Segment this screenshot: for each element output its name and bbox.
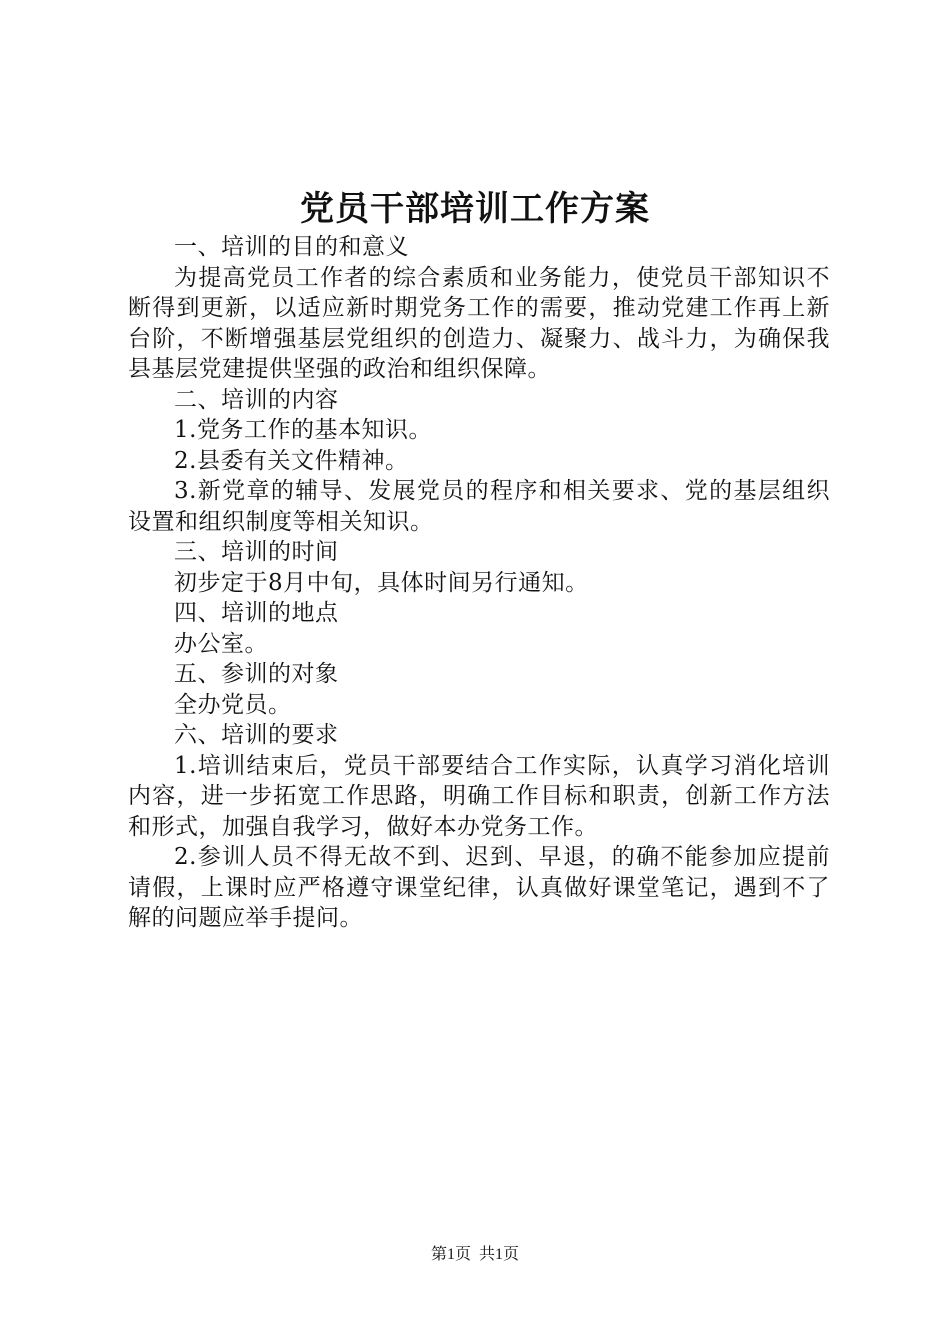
section-heading-time: 三、培训的时间 bbox=[174, 539, 339, 565]
list-item-requirement-2: 2.参训人员不得无故不到、迟到、早退，的确不能参加应提前请假，上课时应严格遵守课堂纪律，认真做好课堂笔记，遇到不了解的问题应举手提问。 bbox=[128, 844, 830, 931]
section-heading-requirements: 六、培训的要求 bbox=[174, 722, 339, 748]
page-total: 共1页 bbox=[479, 1246, 520, 1263]
list-item-content-2: 2.县委有关文件精神。 bbox=[174, 447, 409, 474]
paragraph-participants: 全办党员。 bbox=[174, 691, 292, 718]
list-item-content-1: 1.党务工作的基本知识。 bbox=[174, 417, 432, 443]
section-heading-location: 四、培训的地点 bbox=[174, 600, 339, 626]
list-item-content-3: 3.新党章的辅导、发展党员的程序和相关要求、党的基层组织设置和组织制度等相关知识。 bbox=[128, 478, 830, 535]
section-heading-participants: 五、参训的对象 bbox=[174, 661, 339, 687]
paragraph-purpose: 为提高党员工作者的综合素质和业务能力，使党员干部知识不断得到更新，以适应新时期党务工作的需要，推动党建工作再上新台阶，不断增强基层党组织的创造力、凝聚力、战斗力，为确保我县基层党建提供坚强的政治和组织保障。 bbox=[128, 264, 830, 382]
paragraph-location: 办公室。 bbox=[174, 630, 268, 657]
document-title: 党员干部培训工作方案 bbox=[300, 189, 650, 229]
list-item-requirement-1: 1.培训结束后，党员干部要结合工作实际，认真学习消化培训内容，进一步拓宽工作思路，明确工作目标和职责，创新工作方法和形式，加强自我学习，做好本办党务工作。 bbox=[128, 752, 830, 840]
footer-spacer bbox=[471, 1246, 479, 1263]
document-body bbox=[128, 232, 830, 934]
section-heading-content: 二、培训的内容 bbox=[174, 386, 339, 413]
section-heading-purpose: 一、培训的目的和意义 bbox=[174, 234, 409, 260]
paragraph-time: 初步定于8月中旬，具体时间另行通知。 bbox=[174, 569, 589, 596]
page-footer bbox=[0, 1244, 950, 1266]
page-number: 第1页 bbox=[430, 1246, 471, 1263]
